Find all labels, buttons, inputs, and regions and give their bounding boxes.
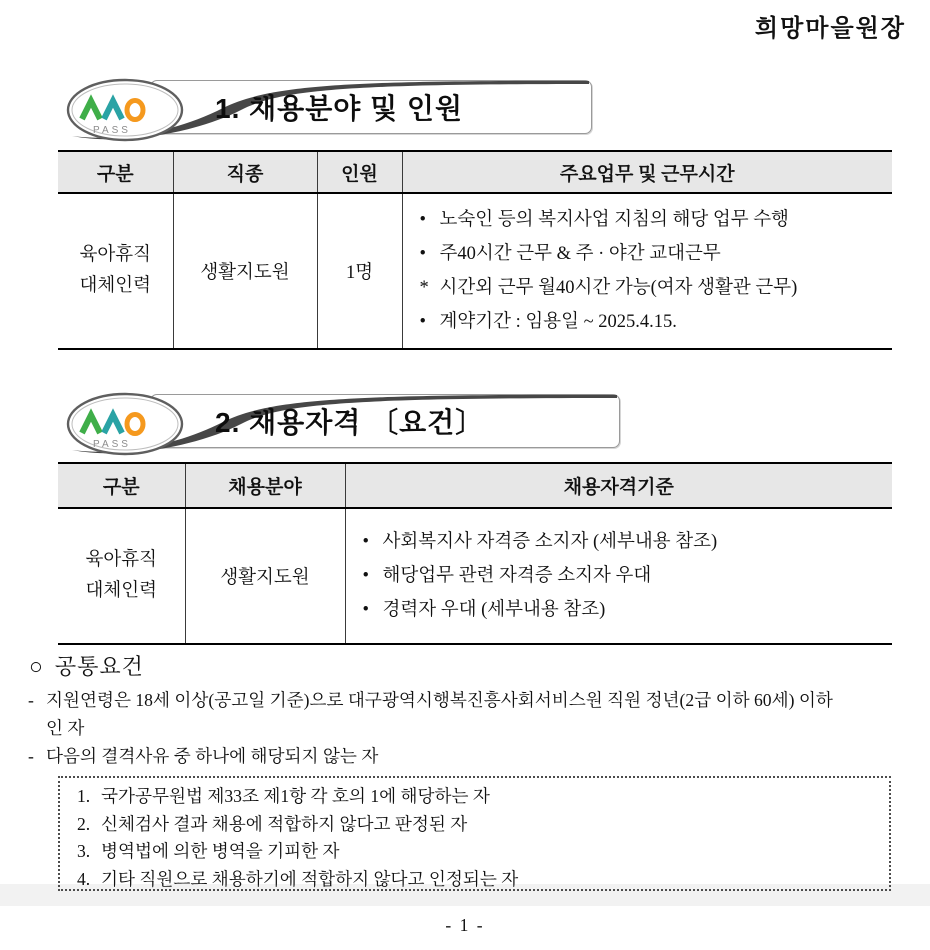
criteria-item: • 해당업무 관련 자격증 소지자 우대: [362, 566, 652, 586]
disqualification-item: 1. 국가공무원법 제33조 제1항 각 호의 1에 해당하는 자: [77, 786, 490, 806]
table2-row: [58, 508, 892, 644]
disqualification-item: 2. 신체검사 결과 채용에 적합하지 않다고 판정된 자: [77, 813, 468, 834]
table1-cell-count: 1명: [317, 193, 402, 349]
table1-row: [58, 193, 892, 349]
common-requirements-list: [28, 686, 918, 770]
table2-header-category: 구분: [58, 463, 185, 508]
requirement-item: - 다음의 결격사유 중 하나에 해당되지 않는 자: [28, 746, 379, 766]
section2-title: 2. 채용자격 〔요건〕: [215, 407, 485, 438]
table1-header-job: 직종: [173, 151, 317, 193]
circle-marker-icon: ○: [29, 654, 44, 679]
approver-title: 희망마을원장: [754, 16, 906, 42]
duty-item: * 시간외 근무 월40시간 가능(여자 생활관 근무): [419, 278, 798, 298]
table2-cell-category: 육아휴직 대체인력: [58, 508, 185, 644]
table2-header-field: 채용분야: [185, 463, 345, 508]
common-requirements-heading: [29, 650, 144, 681]
duty-item: • 주40시간 근무 & 주 · 야간 교대근무: [419, 244, 721, 264]
page-number: - 1 -: [445, 915, 485, 935]
disqualification-item: 4. 기타 직원으로 채용하기에 적합하지 않다고 인정되는 자: [77, 868, 519, 889]
duty-item: • 계약기간 : 임용일 ~ 2025.4.15.: [419, 312, 677, 332]
table1-cell-duties: [402, 193, 892, 349]
table1-header-duties: 주요업무 및 근무시간: [402, 151, 892, 193]
pass-logo-text: PASS: [93, 125, 131, 136]
table1-header-row: [58, 151, 892, 193]
pass-logo-text: PASS: [93, 439, 131, 450]
table2-cell-criteria: [345, 508, 892, 644]
section1-banner: [58, 74, 592, 144]
disqualification-box: [58, 776, 891, 891]
table1-cell-category: 육아휴직 대체인력: [58, 193, 173, 349]
table1-cell-job: 생활지도원: [173, 193, 317, 349]
disqualification-item: 3. 병역법에 의한 병역을 기피한 자: [77, 841, 340, 861]
table1-header-count: 인원: [317, 151, 402, 193]
common-requirements-title: 공통요건: [54, 654, 144, 679]
criteria-item: • 경력자 우대 (세부내용 참조): [362, 600, 606, 620]
qualification-table: [58, 462, 892, 645]
table2-header-criteria: 채용자격기준: [345, 463, 892, 508]
section1-title: 1. 채용분야 및 인원: [215, 93, 464, 124]
requirement-item: - 지원연령은 18세 이상(공고일 기준)으로 대구광역시행복진흥사회서비스원 직원 정년(2급 이하 60세) 이하: [28, 690, 833, 710]
duty-item: • 노숙인 등의 복지사업 지침의 해당 업무 수행: [419, 210, 789, 230]
table1-header-category: 구분: [58, 151, 173, 193]
table2-cell-field: 생활지도원: [185, 508, 345, 644]
table2-header-row: [58, 463, 892, 508]
criteria-item: • 사회복지사 자격증 소지자 (세부내용 참조): [362, 532, 718, 552]
section2-banner: [58, 388, 620, 458]
recruitment-field-table: [58, 150, 892, 350]
requirement-item-continuation: 인 자: [46, 718, 85, 738]
